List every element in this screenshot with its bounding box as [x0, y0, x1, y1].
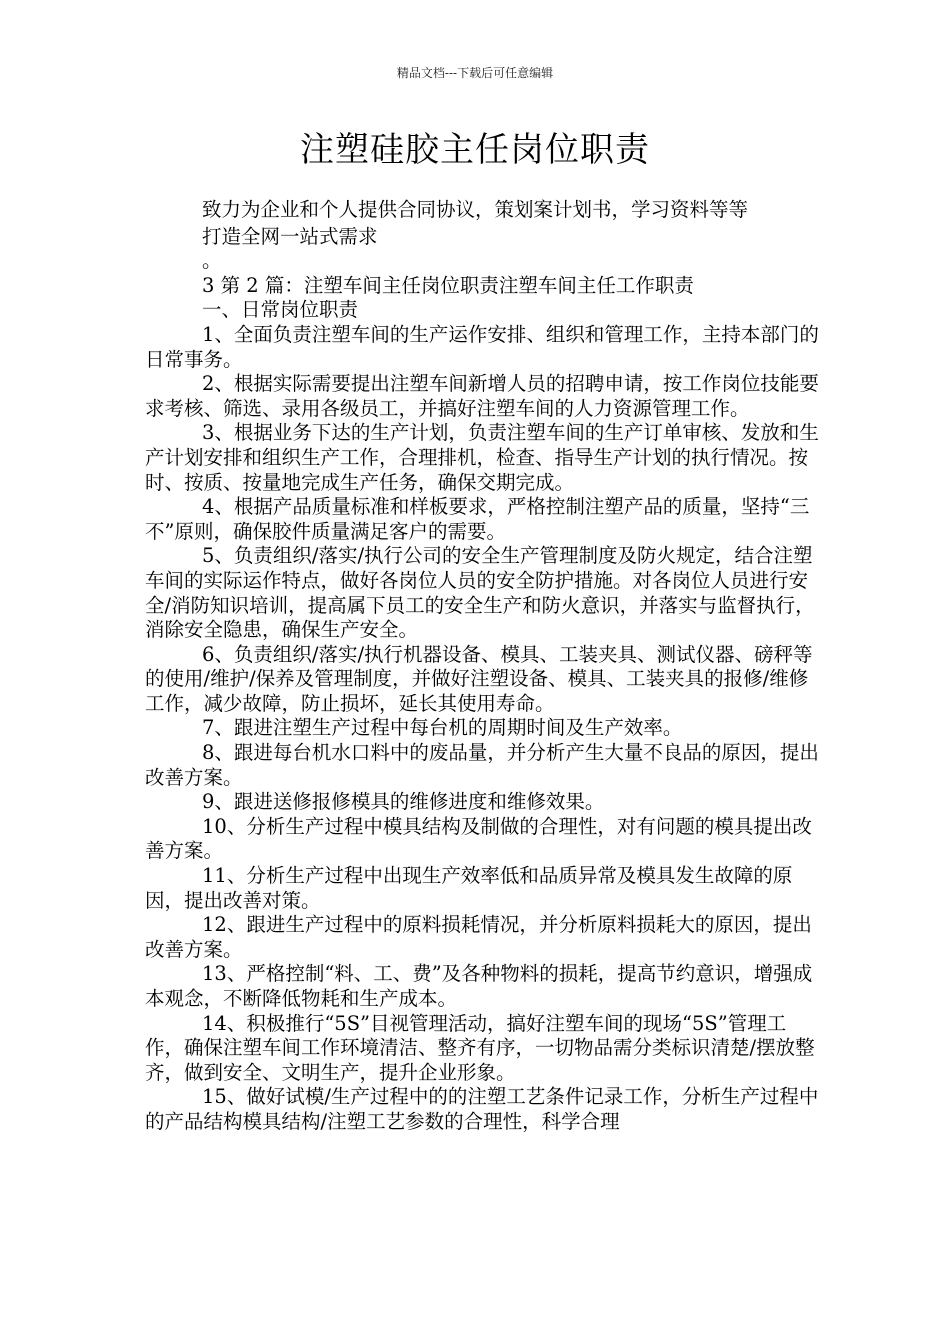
intro-paragraph: 致力为企业和个人提供合同协议，策划案计划书，学习资料等等 [202, 198, 749, 221]
separator-dot: 。 [202, 249, 222, 273]
duty-item-6: 6、负责组织/落实/执行机器设备、模具、工装夹具、测试仪器、磅秤等的使用/维护/保养及管理制度，并做好注塑设备、模具、工装夹具的报修/维修工作，减少故障，防止损坏，延长其使用寿命。 [145, 642, 813, 715]
duty-item-12: 12、跟进生产过程中的原料损耗情况，并分析原料损耗大的原因，提出改善方案。 [145, 913, 812, 961]
duty-item-15: 15、做好试模/生产过程中的的注塑工艺条件记录工作，分析生产过程中的产品结构模具结构/注塑工艺参数的合理性，科学合理 [145, 1085, 819, 1133]
duty-item-14: 14、积极推行“5S”目视管理活动，搞好注塑车间的现场“5S”管理工作，确保注塑车间工作环境清洁、整齐有序，一切物品需分类标识清楚/摆放整齐，做到安全、文明生产，提升企业形象。 [145, 1011, 815, 1084]
section-heading: 一、日常岗位职责 [202, 298, 359, 322]
duty-item-1: 1、全面负责注塑车间的生产运作安排、组织和管理工作，主持本部门的日常事务。 [145, 322, 819, 371]
tagline: 打造全网一站式需求 [202, 224, 378, 248]
header-note: 精品文档---下载后可任意编辑 [396, 66, 554, 80]
duty-item-4: 4、根据产品质量标准和样板要求，严格控制注塑产品的质量，坚持“三不”原则，确保胶件质量满足客户的需要。 [145, 495, 810, 543]
duty-item-11: 11、分析生产过程中出现生产效率低和品质异常及模具发生故障的原因，提出改善对策。 [145, 864, 793, 912]
duty-item-13: 13、严格控制“料、工、费”及各种物料的损耗，提高节约意识，增强成本观念，不断降低物耗和生产成本。 [145, 962, 813, 1010]
duty-item-8: 8、跟进每台机水口料中的废品量，并分析产生大量不良品的原因，提出改善方案。 [145, 741, 819, 789]
document-title: 注塑硅胶主任岗位职责 [300, 130, 650, 170]
duty-item-7: 7、跟进注塑生产过程中每台机的周期时间及生产效率。 [202, 716, 683, 740]
document-body [145, 198, 825, 1135]
duty-item-3: 3、根据业务下达的生产计划，负责注塑车间的生产订单审核、发放和生产计划安排和组织生产工作，合理排机，检查、指导生产计划的执行情况。按时、按质、按量地完成生产任务，确保交期完成。 [145, 421, 819, 494]
duty-item-9: 9、跟进送修报修模具的维修进度和维修效果。 [202, 790, 605, 814]
duty-item-10: 10、分析生产过程中模具结构及制做的合理性，对有问题的模具提出改善方案。 [145, 814, 812, 863]
duty-item-2: 2、根据实际需要提出注塑车间新增人员的招聘申请，按工作岗位技能要求考核、筛选、录用各级员工，并搞好注塑车间的人力资源管理工作。 [145, 372, 819, 420]
chapter-heading: 3 第 2 篇：注塑车间主任岗位职责注塑车间主任工作职责 [202, 273, 694, 297]
duty-item-5: 5、负责组织/落实/执行公司的安全生产管理制度及防火规定，结合注塑车间的实际运作特点，做好各岗位人员的安全防护措施。对各岗位人员进行安全/消防知识培训，提高属下员工的安全生产和防火意识，并落实与监督执行，消除安全隐患，确保生产安全。 [145, 544, 815, 642]
